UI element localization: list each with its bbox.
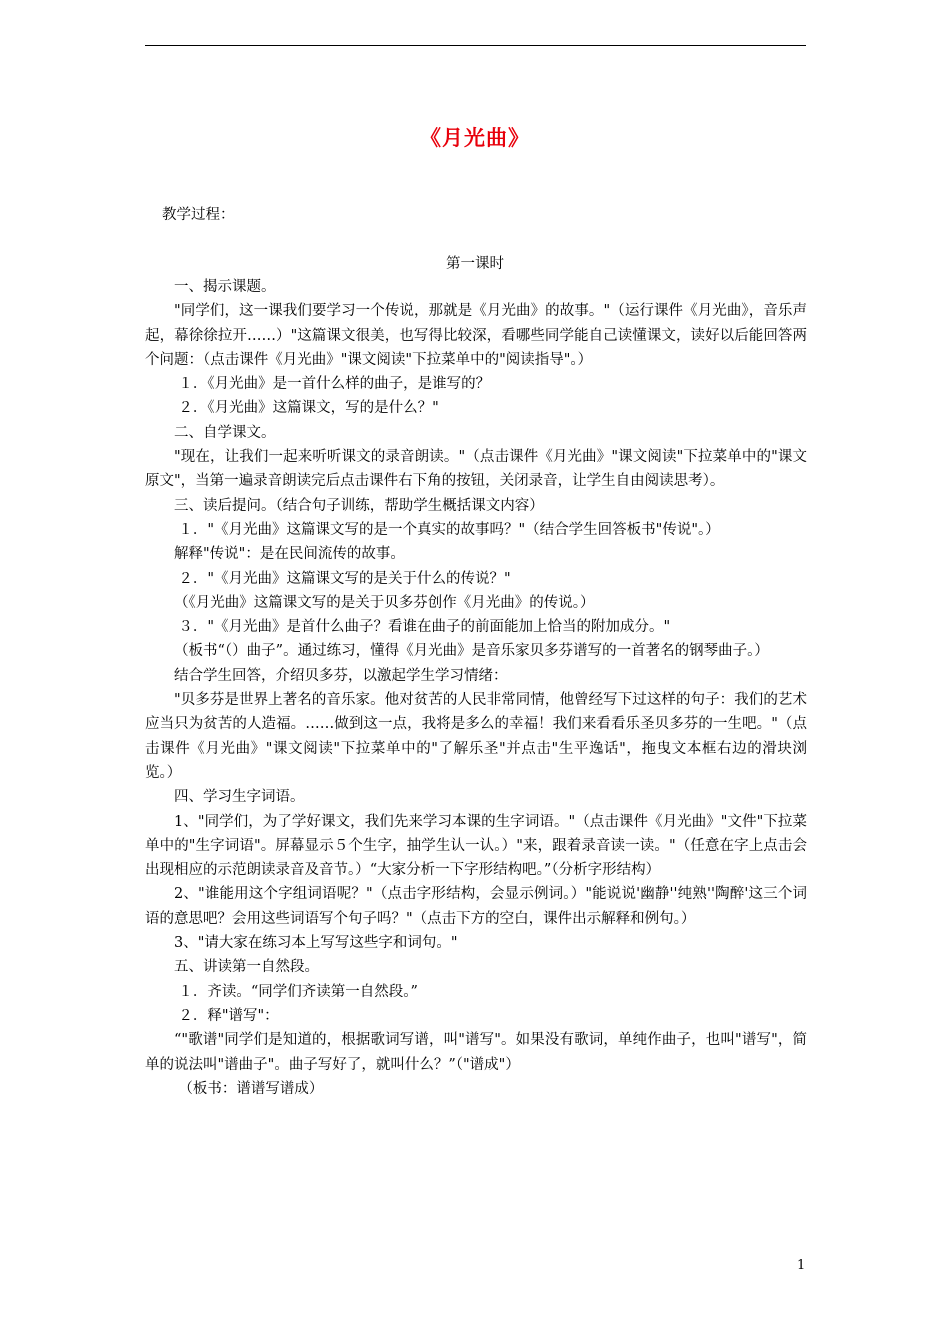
paragraph: “"歌谱"同学们是知道的，根据歌词写谱，叫"谱写"。如果没有歌词，单纯作曲子，也叫"谱写"，简单的说法叫"谱曲子"。曲子写好了，就叫什么？”（"谱成"） (145, 1032, 807, 1073)
paragraph: 二、自学课文。 (174, 424, 276, 441)
paragraph: 结合学生回答，介绍贝多芬，以激起学生学习情绪： (174, 667, 508, 684)
paragraph: 三、读后提问。（结合句子训练，帮助学生概括课文内容） (174, 497, 544, 514)
paragraph: ３．"《月光曲》是首什么曲子？看谁在曲子的前面能加上恰当的附加成分。" (178, 619, 671, 636)
document-title: 《月光曲》 (420, 125, 530, 150)
paragraph: "同学们，这一课我们要学习一个传说，那就是《月光曲》的故事。"（运行课件《月光曲》，音乐声起，幕徐徐拉开……）"这篇课文很美，也写得比较深，看哪些同学能自己读懂课文，读好以后能回答两个问题：（点击课件《月光曲》"课文阅读"下拉菜单中的"阅读指导"。） (145, 303, 807, 368)
paragraph: １．《月光曲》是一首什么样的曲子，是谁写的？ (178, 376, 491, 393)
paragraph: ２．释"谱写"： (178, 1007, 279, 1024)
paragraph: 3、"请大家在练习本上写写这些字和词句。" (174, 935, 458, 952)
paragraph: （板书“（）曲子”。通过练习，懂得《月光曲》是音乐家贝多芬谱写的一首著名的钢琴曲子。） (174, 643, 769, 660)
paragraph: 1、"同学们，为了学好课文，我们先来学习本课的生字词语。"（点击课件《月光曲》"文件"下拉菜单中的"生字词语"。屏幕显示５个生字，抽学生认一认。）"来，跟着录音读一读。"（任意在字上点击会出现相应的示范朗读录音及音节。）“大家分析一下字形结构吧。”（分析字形结构） (145, 813, 807, 879)
paragraph: （板书：谱谱写谱成） (178, 1080, 324, 1097)
paragraph: ２．"《月光曲》这篇课文写的是关于什么的传说？" (178, 570, 511, 587)
paragraph: １．"《月光曲》这篇课文写的是一个真实的故事吗？"（结合学生回答板书"传说"。） (178, 521, 720, 538)
lesson-heading: 第一课时 (446, 256, 504, 272)
document-body (145, 275, 807, 1101)
paragraph: "现在，让我们一起来听听课文的录音朗读。"（点击课件《月光曲》"课文阅读"下拉菜单中的"课文原文"，当第一遍录音朗读完后点击课件右下角的按钮，关闭录音，让学生自由阅读思考）。 (145, 449, 807, 490)
paragraph: １．齐读。“同学们齐读第一自然段。” (178, 983, 418, 1000)
header-rule (145, 45, 806, 46)
paragraph: 2、"谁能用这个字组词语呢？"（点击字形结构，会显示例词。）"能说说'幽静''纯熟''陶醉'这三个词语的意思吧？会用这些词语写个句子吗？"（点击下方的空白，课件出示解释和例句。） (145, 886, 807, 927)
page-number: 1 (797, 1258, 806, 1273)
paragraph: 五、讲读第一自然段。 (174, 959, 319, 976)
paragraph: 一、揭示课题。 (174, 279, 276, 295)
paragraph: ２．《月光曲》这篇课文，写的是什么？" (178, 400, 439, 417)
paragraph: （《月光曲》这篇课文写的是关于贝多芬创作《月光曲》的传说。） (174, 594, 595, 611)
paragraph: 解释"传说"：是在民间流传的故事。 (174, 546, 405, 563)
paragraph: 四、学习生字词语。 (174, 789, 305, 806)
section-label: 教学过程： (162, 207, 235, 223)
paragraph: "贝多芬是世界上著名的音乐家。他对贫苦的人民非常同情，他曾经写下过这样的句子：我们的艺术应当只为贫苦的人造福。……做到这一点，我将是多么的幸福！我们来看看乐圣贝多芬的一生吧。"（点击课件《月光曲》"课文阅读"下拉菜单中的"了解乐圣"并点击"生平逸话"，拖曳文本框右边的滑块浏览。） (145, 692, 807, 781)
